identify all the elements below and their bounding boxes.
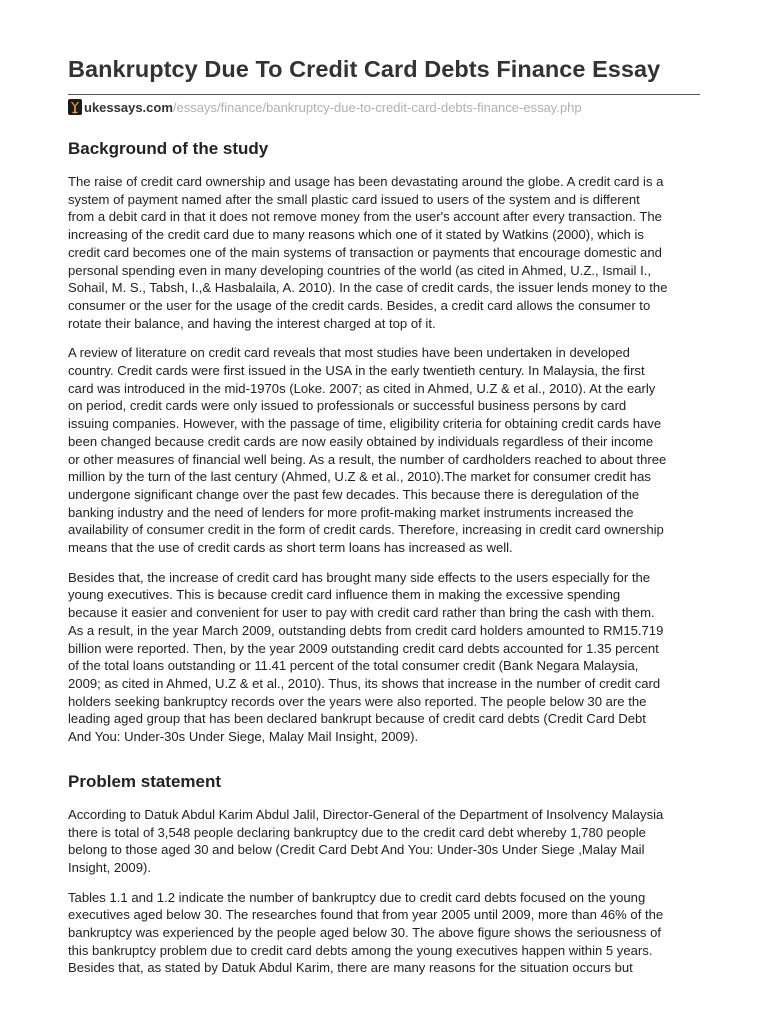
section-background: [68, 138, 708, 746]
paragraph: Tables 1.1 and 1.2 indicate the number of bankruptcy due to credit card debts focused on the young executives aged below 30. The researches found that from year 2005 until 2009, more than 46% of the bankruptcy was experienced by the people aged below 30. The above figure shows the seriousness of this bankruptcy problem due to credit card debts among the young executives happen within 5 years. Besides that, as stated by Datuk Abdul Karim, there are many reasons for the situation occurs but: [68, 889, 664, 976]
paragraph: According to Datuk Abdul Karim Abdul Jalil, Director-General of the Department of Insolvency Malaysia there is total of 3,548 people declaring bankruptcy due to the credit card debt whereby 1,780 people belong to those aged 30 and below (Credit Card Debt And You: Under-30s Under Siege ,Malay Mail Insight, 2009).: [68, 806, 664, 875]
source-line: [68, 99, 582, 115]
paragraph: Besides that, the increase of credit card has brought many side effects to the users especially for the young executives. This is because credit card influence them in making the excessive spending because it easier and convenient for user to pay with credit card rather than bring the cash with them. As a result, in the year March 2009, outstanding debts from credit card holders amounted to RM15.719 billion were reported. Then, by the year 2009 outstanding credit card debts accounted for 1.35 percent of the total loans outstanding or 11.41 percent of the total consumer credit (Bank Negara Malaysia, 2009; as cited in Ahmed, U.Z & et al., 2010). Thus, its shows that increase in the number of credit card holders seeking bankruptcy records over the years were also reported. The people below 30 are the leading aged group that has been declared bankrupt because of credit card debts (Credit Card Debt And You: Under-30s Under Siege, Malay Mail Insight, 2009).: [68, 569, 664, 745]
source-domain[interactable]: ukessays.com: [84, 99, 173, 115]
title-divider: [68, 94, 700, 95]
ukessays-logo-icon: [68, 99, 82, 115]
paragraph: A review of literature on credit card reveals that most studies have been undertaken in developed country. Credit cards were first issued in the USA in the early twentieth century. In Malaysia, the first card was introduced in the mid-1970s (Loke. 2007; as cited in Ahmed, U.Z & et al., 2010). At the early on period, credit cards were only issued to professionals or successful business persons by card issuing companies. However, with the passage of time, eligibility criteria for obtaining credit cards have been changed because credit cards are now easily obtained by individuals regardless of their income or other measures of financial well being. As a result, the number of cardholders reached to about three million by the turn of the last century (Ahmed, U.Z & et al., 2010).The market for consumer credit has undergone significant change over the past few decades. This because there is deregulation of the banking industry and the need of lenders for more profit-making market instruments increased the availability of consumer credit in the form of credit cards. Therefore, increasing in credit card ownership means that the use of credit cards as short term loans has increased as well.: [68, 345, 667, 556]
essay-body: [68, 138, 708, 989]
section-heading: Problem statement: [68, 771, 222, 791]
section-heading: Background of the study: [68, 139, 269, 158]
page-title: Bankruptcy Due To Credit Card Debts Finance Essay: [68, 56, 661, 82]
section-problem-statement: [68, 771, 708, 977]
paragraph: The raise of credit card ownership and usage has been devastating around the globe. A credit card is a system of payment named after the small plastic card issued to users of the system and is different from a debit card in that it does not remove money from the user's account after every transaction. The increasing of the credit card due to many reasons which one of it stated by Watkins (2000), which is credit card becomes one of the main systems of transaction or payments that encourage domestic and personal spending even in many developing countries of the world (as cited in Ahmed, U.Z., Ismail I., Sohail, M. S., Tabsh, I.,& Hasbalaila, A. 2010). In the case of credit cards, the issuer lends money to the consumer or the user for the usage of the credit cards. Besides, a credit card allows the consumer to rotate their balance, and having the interest charged at top of it.: [68, 174, 668, 331]
source-path[interactable]: /essays/finance/bankruptcy-due-to-credit-card-debts-finance-essay.php: [172, 99, 582, 115]
